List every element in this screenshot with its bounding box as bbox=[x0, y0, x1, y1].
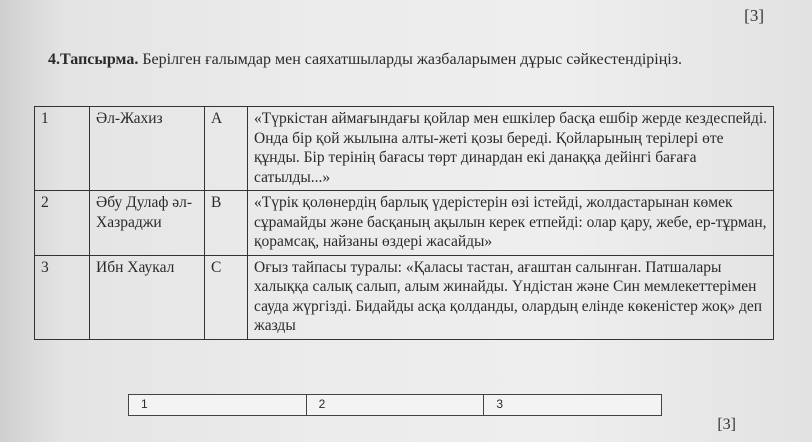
answer-cell-3[interactable]: 3 bbox=[496, 397, 504, 411]
table-row bbox=[35, 191, 774, 256]
quote-letter: C bbox=[205, 255, 248, 339]
scholar-name: Ибн Хаукал bbox=[90, 255, 205, 339]
marks-bottom: [3] bbox=[717, 416, 736, 433]
row-number: 2 bbox=[35, 191, 90, 256]
matching-table bbox=[34, 106, 774, 340]
table-row bbox=[35, 255, 774, 339]
answer-cell-1[interactable]: 1 bbox=[129, 395, 307, 415]
row-number: 1 bbox=[35, 107, 90, 191]
quote-text: «Түркістан аймағындағы қойлар мен ешкілер басқа ешбір жерде кездеспейді. Онда бір қой жылына алты-жеті қозы береді. Қойларының терілері өте құнды. Бір терінің бағасы төрт динардан екі данаққа дейінгі бағаға сатылды...» bbox=[248, 107, 774, 191]
marks-top: [3] bbox=[744, 6, 764, 25]
task-label: 4.Тапсырма. bbox=[48, 51, 139, 68]
quote-letter: A bbox=[205, 107, 248, 191]
quote-text: Оғыз тайпасы туралы: «Қаласы тастан, ағаштан салынған. Патшалары халыққа салық салып, алым жинайды. Үндістан және Син мемлекеттерімен сауда жүргізді. Бидайды асқа қолданды, олардың елінде көкеністер жоқ» деп жазды bbox=[248, 255, 774, 339]
quote-letter: B bbox=[205, 191, 248, 256]
row-number: 3 bbox=[35, 255, 90, 339]
scholar-name: Әбу Дулаф әл-Хазраджи bbox=[90, 191, 205, 256]
quote-text: «Түрік қолөнердің барлық үдерістерін өзі істейді, жолдастарынан көмек сұрамайды және басқаның ақылын керек етпейді: олар қару, жебе, ер-тұрман, қорамсақ, найзаны өздері жасайды» bbox=[248, 191, 774, 256]
scholar-name: Әл-Жахиз bbox=[90, 107, 205, 191]
answer-cell-2[interactable]: 2 bbox=[307, 395, 485, 415]
task-text: Берілген ғалымдар мен саяхатшыларды жазбаларымен дұрыс сәйкестендіріңіз. bbox=[142, 51, 683, 68]
answer-grid bbox=[128, 394, 662, 416]
table-row bbox=[35, 107, 774, 191]
task-heading bbox=[48, 50, 748, 70]
